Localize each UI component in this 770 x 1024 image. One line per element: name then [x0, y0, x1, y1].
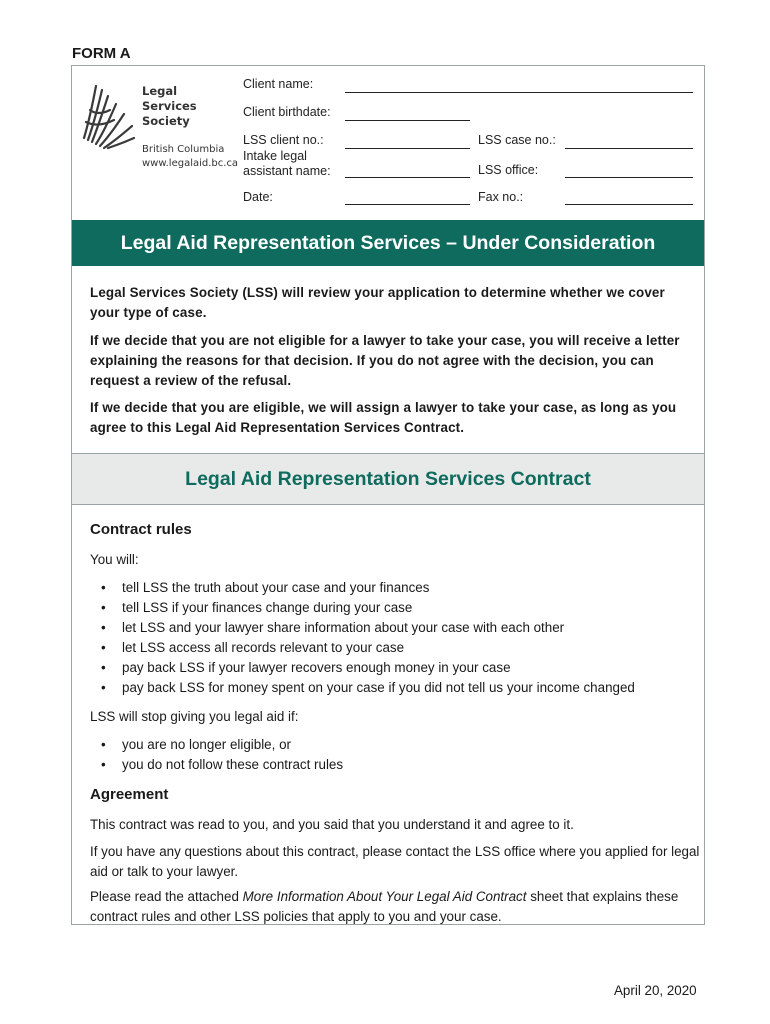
list-item: • pay back LSS if your lawyer recovers enough money in your case: [101, 660, 511, 675]
agreement-paragraph-1: This contract was read to you, and you said that you understand it and agree to it.: [90, 817, 574, 832]
stop-aid-label: LSS will stop giving you legal aid if:: [90, 709, 299, 724]
you-will-list: [90, 578, 635, 698]
list-item: • let LSS access all records relevant to your case: [101, 640, 405, 655]
logo-website: www.legalaid.bc.ca: [142, 158, 239, 169]
list-item: • tell LSS the truth about your case and your finances: [101, 580, 430, 595]
fax-no-label: Fax no.:: [478, 190, 524, 204]
under-consideration-banner: Legal Aid Representation Services – Under Consideration: [72, 220, 704, 266]
lss-client-no-label: LSS client no.:: [243, 133, 324, 147]
logo-region: British Columbia: [142, 144, 225, 155]
client-name-line[interactable]: [345, 92, 693, 93]
client-birthdate-label: Client birthdate:: [243, 105, 331, 119]
agreement-paragraph-2: If you have any questions about this contract, please contact the LSS office where you applied for legal aid or talk to your lawyer.: [90, 844, 700, 879]
you-will-label: You will:: [90, 552, 139, 567]
logo-region-website: [142, 143, 238, 171]
form-label: FORM A: [72, 45, 131, 62]
lss-office-line[interactable]: [565, 177, 693, 178]
lss-case-no-line[interactable]: [565, 148, 693, 149]
intake-legal-assistant-line[interactable]: [345, 177, 470, 178]
agreement-paragraph-3: Please read the attached More Information About Your Legal Aid Contract sheet that explains these contract rules and other LSS policies that apply to you and your case.: [90, 889, 679, 924]
logo-org-name: Legal Services Society: [142, 84, 197, 128]
client-name-label: Client name:: [243, 77, 314, 91]
intro-paragraph-2: If we decide that you are not eligible for a lawyer to take your case, you will receive a letter explaining the reasons for that decision. If you do not agree with the decision, you can request a review of the refusal.: [90, 333, 680, 388]
date-label: Date:: [243, 190, 273, 204]
more-info-sheet-title: More Information About Your Legal Aid Contract: [242, 889, 527, 904]
intro-paragraph-3: If we decide that you are eligible, we will assign a lawyer to take your case, as long as you agree to this Legal Aid Representation Services Contract.: [90, 400, 677, 435]
lss-logo: [80, 80, 239, 180]
lss-office-label: LSS office:: [478, 163, 539, 177]
intake-legal-assistant-label: Intake legal assistant name:: [243, 149, 331, 178]
list-item: • let LSS and your lawyer share information about your case with each other: [101, 620, 565, 635]
list-item: • you do not follow these contract rules: [101, 757, 344, 772]
stop-aid-list: [90, 735, 343, 775]
fax-no-line[interactable]: [565, 204, 693, 205]
client-birthdate-line[interactable]: [345, 120, 470, 121]
intro-paragraph-1: Legal Services Society (LSS) will review your application to determine whether we cover your type of case.: [90, 285, 665, 320]
lss-client-no-line[interactable]: [345, 148, 470, 149]
agreement-heading: Agreement: [90, 786, 169, 803]
footer-date: April 20, 2020: [614, 983, 697, 998]
list-item: • tell LSS if your finances change during your case: [101, 600, 413, 615]
contract-rules-heading: Contract rules: [90, 521, 192, 538]
list-item: • pay back LSS for money spent on your case if you did not tell us your income changed: [101, 680, 635, 695]
lss-case-no-label: LSS case no.:: [478, 133, 556, 147]
list-item: • you are no longer eligible, or: [101, 737, 291, 752]
contract-banner: Legal Aid Representation Services Contract: [72, 453, 704, 505]
lss-logo-mark-icon: [80, 80, 136, 150]
date-line[interactable]: [345, 204, 470, 205]
